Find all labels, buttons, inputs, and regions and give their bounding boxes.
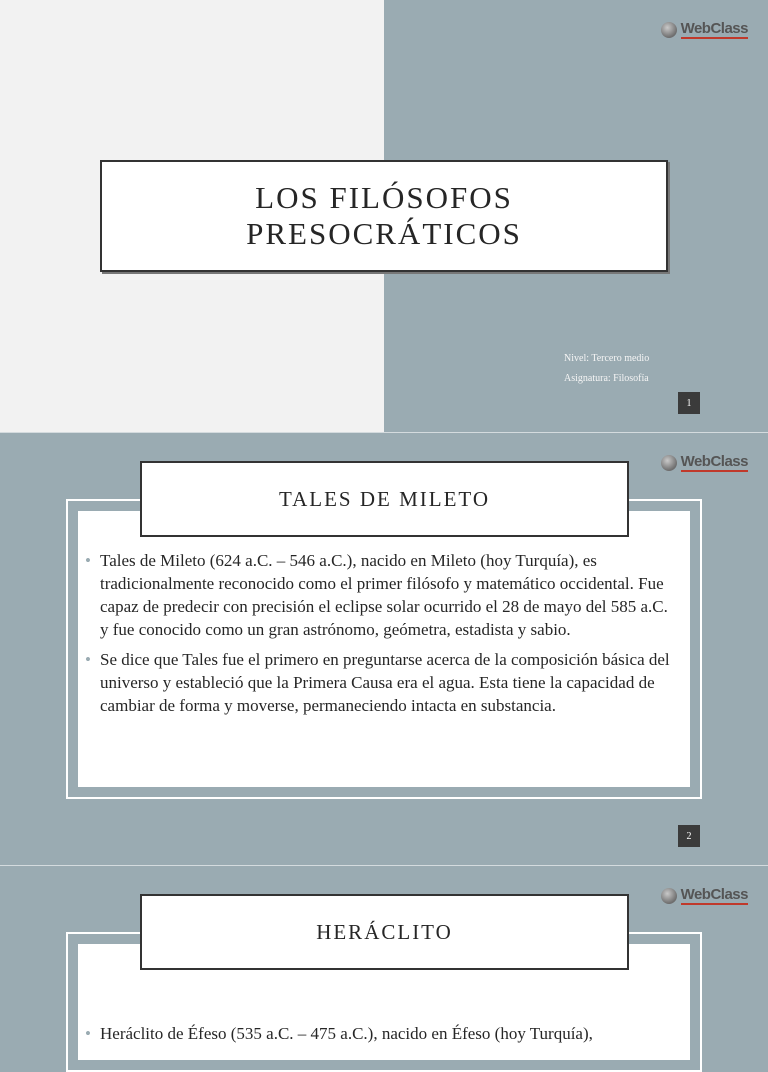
page-number: 1 — [678, 392, 700, 414]
content-area — [78, 511, 690, 787]
slide-1 — [0, 0, 768, 432]
nivel-label: Nivel: Tercero medio — [564, 353, 650, 364]
webclass-logo — [661, 20, 748, 40]
bullet-item: • Heráclito de Éfeso (535 a.C. – 475 a.C.), nacido en Éfeso (hoy Turquía), — [100, 1022, 676, 1045]
slide-2 — [0, 433, 768, 865]
bullet-item: • Se dice que Tales fue el primero en preguntarse acerca de la composición básica del universo y estableció que la Primera Causa era el agua. Esta tiene la capacidad de cambiar de forma y moverse, permaneciendo intacta en substancia. — [100, 648, 676, 717]
content-frame — [66, 499, 702, 799]
title-line-2: PRESOCRÁTICOS — [246, 216, 522, 251]
logo-ball-icon — [661, 455, 677, 471]
logo-ball-icon — [661, 22, 677, 38]
bullet-list — [78, 511, 690, 717]
page-number: 2 — [678, 825, 700, 847]
logo-ball-icon — [661, 888, 677, 904]
bullet-item: • Tales de Mileto (624 a.C. – 546 a.C.), nacido en Mileto (hoy Turquía), es tradicionalmente reconocido como el primer filósofo y matemático occidental. Fue capaz de predecir con precisión el eclipse solar ocurrido el 28 de mayo del 585 a.C. y fue conocido como un gran astrónomo, geómetra, estadista y sabio. — [100, 549, 676, 641]
logo-text: WebClass — [680, 453, 748, 470]
asignatura-label: Asignatura: Filosofía — [564, 373, 649, 384]
logo-text: WebClass — [680, 886, 748, 903]
slide-2-title: TALES DE MILETO — [140, 461, 629, 537]
slide-3 — [0, 866, 768, 1043]
slide-1-title — [100, 160, 668, 272]
webclass-logo — [661, 886, 748, 906]
slide-3-title: HERÁCLITO — [140, 894, 629, 970]
webclass-logo — [661, 453, 748, 473]
logo-text: WebClass — [680, 20, 748, 37]
title-line-1: LOS FILÓSOFOS — [255, 180, 513, 215]
